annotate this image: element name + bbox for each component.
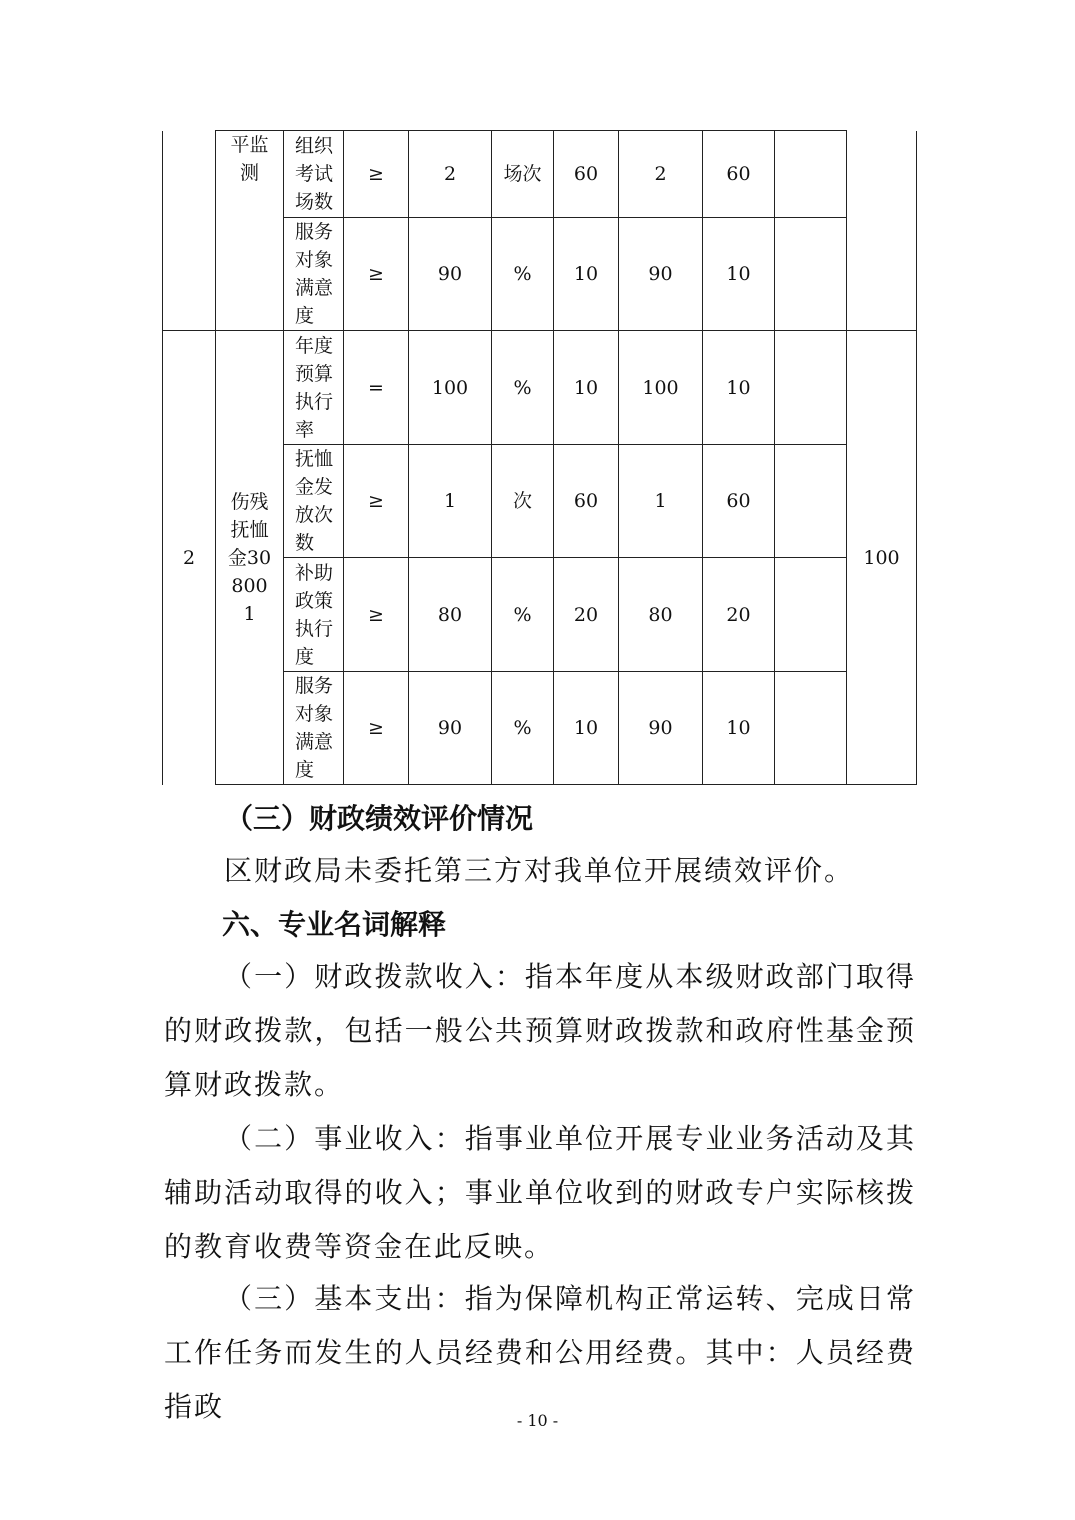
target-cell: 1 bbox=[409, 445, 492, 558]
total-cell bbox=[847, 131, 917, 331]
operator-cell: ≥ bbox=[344, 131, 409, 218]
actual-cell: 100 bbox=[619, 331, 703, 445]
weight-cell: 10 bbox=[554, 331, 619, 445]
operator-cell: ≥ bbox=[344, 445, 409, 558]
note-cell bbox=[775, 131, 847, 218]
total-cell: 100 bbox=[847, 331, 917, 785]
actual-cell: 90 bbox=[619, 672, 703, 785]
paragraph: （二）事业收入：指事业单位开展专业业务活动及其辅助活动取得的收入；事业单位收到的财政专户实际核拨的教育收费等资金在此反映。 bbox=[164, 1122, 916, 1263]
weight-cell: 60 bbox=[554, 445, 619, 558]
weight-cell: 20 bbox=[554, 558, 619, 672]
paragraph: （三）基本支出：指为保障机构正常运转、完成日常工作任务而发生的人员经费和公用经费。其中：人员经费指政 bbox=[164, 1282, 916, 1423]
note-cell bbox=[775, 445, 847, 558]
target-cell: 90 bbox=[409, 218, 492, 331]
unit-cell: 次 bbox=[492, 445, 554, 558]
target-cell: 100 bbox=[409, 331, 492, 445]
unit-cell: % bbox=[492, 558, 554, 672]
paragraph: （一）财政拨款收入：指本年度从本级财政部门取得的财政拨款，包括一般公共预算财政拨款和政府性基金预算财政拨款。 bbox=[164, 960, 916, 1101]
actual-cell: 2 bbox=[619, 131, 703, 218]
note-cell bbox=[775, 218, 847, 331]
project-name-cell: 平监测 bbox=[216, 131, 284, 331]
score-cell: 60 bbox=[703, 445, 775, 558]
unit-cell: % bbox=[492, 218, 554, 331]
operator-cell: ≥ bbox=[344, 672, 409, 785]
paragraph: 区财政局未委托第三方对我单位开展绩效评价。 bbox=[224, 854, 855, 887]
score-cell: 10 bbox=[703, 218, 775, 331]
actual-cell: 1 bbox=[619, 445, 703, 558]
performance-table bbox=[162, 130, 917, 785]
seq-cell bbox=[163, 131, 216, 331]
weight-cell: 10 bbox=[554, 218, 619, 331]
weight-cell: 10 bbox=[554, 672, 619, 785]
unit-cell: % bbox=[492, 672, 554, 785]
score-cell: 10 bbox=[703, 672, 775, 785]
target-cell: 90 bbox=[409, 672, 492, 785]
operator-cell: ≥ bbox=[344, 218, 409, 331]
score-cell: 20 bbox=[703, 558, 775, 672]
indicator-cell: 抚恤金发放次数 bbox=[284, 445, 344, 558]
note-cell bbox=[775, 331, 847, 445]
actual-cell: 80 bbox=[619, 558, 703, 672]
operator-cell: ≥ bbox=[344, 558, 409, 672]
actual-cell: 90 bbox=[619, 218, 703, 331]
score-cell: 60 bbox=[703, 131, 775, 218]
indicator-cell: 补助政策执行度 bbox=[284, 558, 344, 672]
note-cell bbox=[775, 558, 847, 672]
table-row bbox=[163, 331, 917, 445]
chapter-heading: 六、专业名词解释 bbox=[222, 908, 447, 941]
note-cell bbox=[775, 672, 847, 785]
unit-cell: 场次 bbox=[492, 131, 554, 218]
target-cell: 80 bbox=[409, 558, 492, 672]
weight-cell: 60 bbox=[554, 131, 619, 218]
page-number: - 10 - bbox=[516, 1411, 559, 1430]
seq-cell: 2 bbox=[163, 331, 216, 785]
project-name-cell: 伤残抚恤金308001 bbox=[216, 331, 284, 785]
table-row bbox=[163, 131, 917, 218]
indicator-cell: 服务对象满意度 bbox=[284, 218, 344, 331]
indicator-cell: 组织考试场数 bbox=[284, 131, 344, 218]
section-heading: （三）财政绩效评价情况 bbox=[225, 802, 534, 835]
score-cell: 10 bbox=[703, 331, 775, 445]
operator-cell: = bbox=[344, 331, 409, 445]
target-cell: 2 bbox=[409, 131, 492, 218]
indicator-cell: 年度预算执行率 bbox=[284, 331, 344, 445]
indicator-cell: 服务对象满意度 bbox=[284, 672, 344, 785]
unit-cell: % bbox=[492, 331, 554, 445]
